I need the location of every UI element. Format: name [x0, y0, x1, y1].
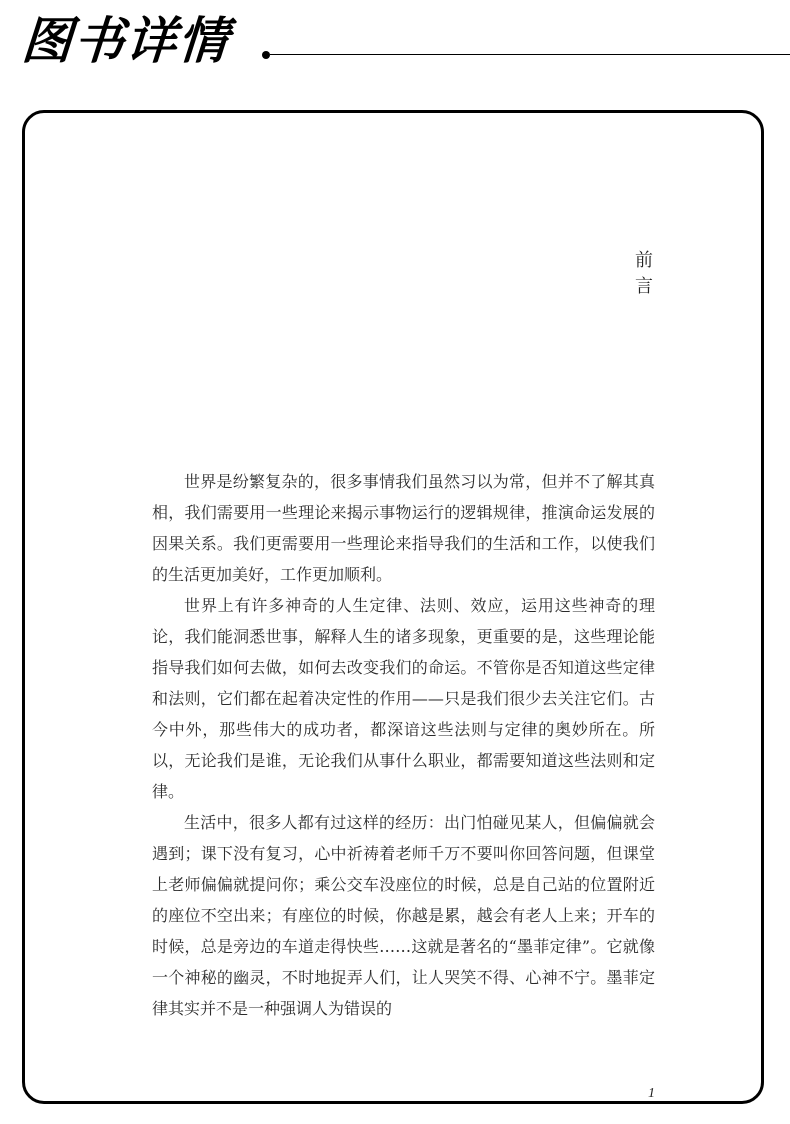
preface-heading-char-1: 前: [635, 250, 653, 271]
title-bullet-dot: [262, 51, 270, 59]
title-divider-line: [270, 54, 790, 55]
section-title: 图书详情: [19, 12, 233, 70]
page-header: [0, 0, 790, 100]
preface-heading: [632, 248, 656, 300]
page-number: 1: [648, 1086, 655, 1101]
preface-heading-char-2: 言: [635, 276, 653, 297]
paragraph: 世界是纷繁复杂的，很多事情我们虽然习以为常，但并不了解其真相，我们需要用一些理论来揭示事物运行的逻辑规律，推演命运发展的因果关系。我们更需要用一些理论来指导我们的生活和工作，以使我们的生活更加美好，工作更加顺利。: [152, 472, 655, 584]
paragraph: 世界上有许多神奇的人生定律、法则、效应，运用这些神奇的理论，我们能洞悉世事，解释人生的诸多现象，更重要的是，这些理论能指导我们如何去做，如何去改变我们的命运。不管你是否知道这些定律和法则，它们都在起着决定性的作用——只是我们很少去关注它们。古今中外，那些伟大的成功者，都深谙这些法则与定律的奥妙所在。所以，无论我们是谁，无论我们从事什么职业，都需要知道这些法则和定律。: [152, 596, 655, 801]
preface-body: [152, 466, 655, 1024]
paragraph: 生活中，很多人都有过这样的经历：出门怕碰见某人，但偏偏就会遇到；课下没有复习，心中祈祷着老师千万不要叫你回答问题，但课堂上老师偏偏就提问你；乘公交车没座位的时候，总是自己站的位置附近的座位不空出来；有座位的时候，你越是累，越会有老人上来；开车的时候，总是旁边的车道走得快些……这就是著名的“墨菲定律”。它就像一个神秘的幽灵，不时地捉弄人们，让人哭笑不得、心神不宁。墨菲定律其实并不是一种强调人为错误的: [152, 813, 655, 1018]
